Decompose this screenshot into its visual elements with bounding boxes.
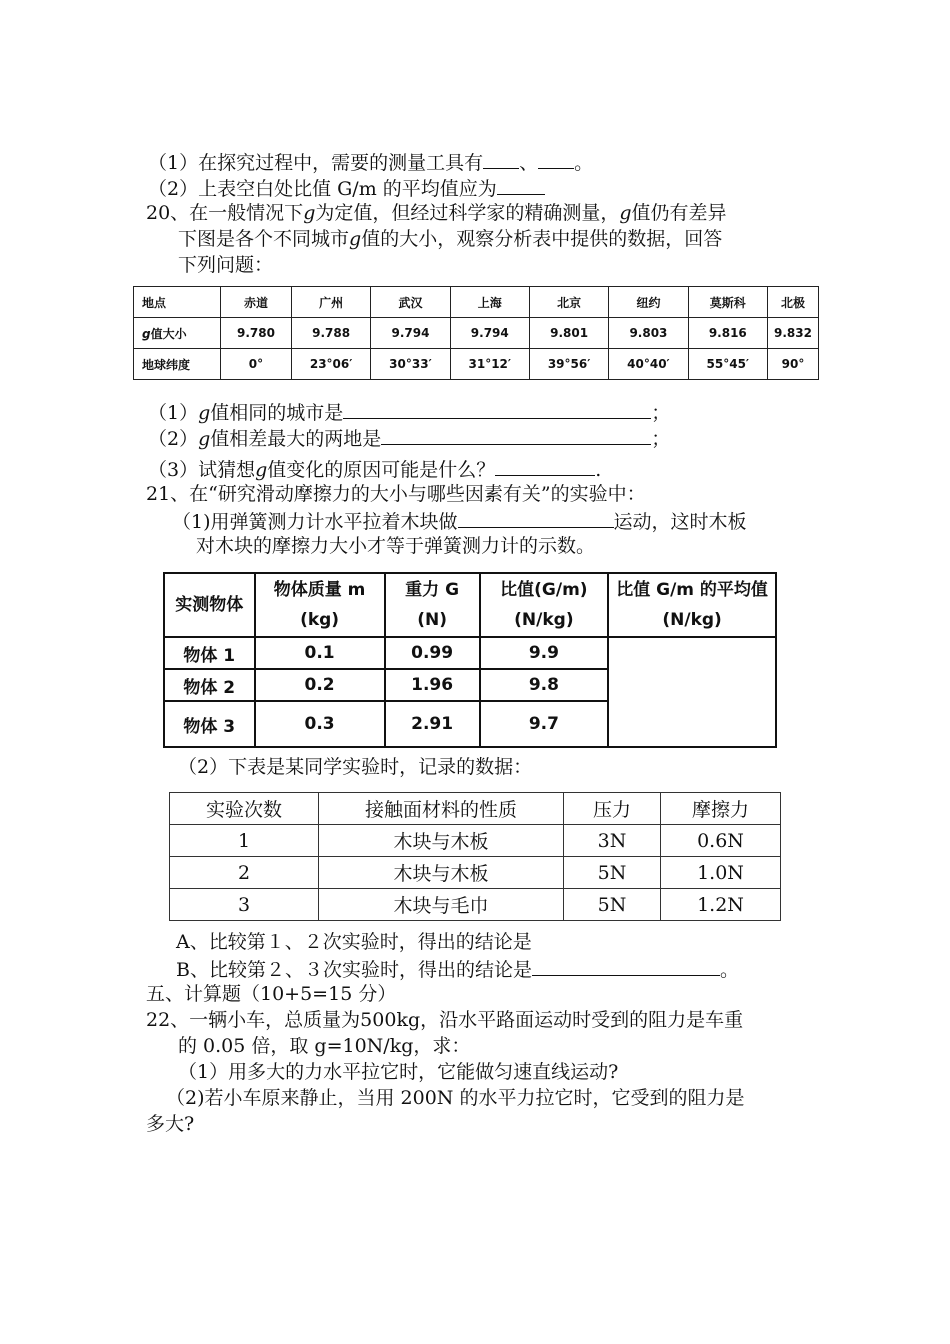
q20-a2b: 值相差最大的两地是 <box>210 428 382 450</box>
q21-scan_table-h3a: 重力 G <box>405 580 460 600</box>
q20-answer1 <box>148 398 670 426</box>
blank-line[interactable] <box>497 174 545 195</box>
q20-table-lat_values-3: 31°12′ <box>450 349 529 380</box>
average-blank-cell[interactable] <box>608 637 776 747</box>
q21-Bend: 。 <box>719 959 739 981</box>
q21-f_table-rows-1-0: 2 <box>170 857 319 889</box>
q21-f_table-rows-2-0: 3 <box>170 889 319 921</box>
q20-line1 <box>146 200 727 226</box>
q20-table-g_values-0: 9.780 <box>221 318 292 349</box>
q20-table-header-4: 上海 <box>450 287 529 318</box>
q20-table-header-6: 纽约 <box>609 287 688 318</box>
table-row <box>134 349 819 380</box>
q21-conclusion-a <box>176 929 532 955</box>
q21-p1c: 对木块的摩擦力大小才等于弹簧测力计的示数。 <box>196 535 596 557</box>
table-row <box>170 825 781 857</box>
q22-line1 <box>146 1007 743 1033</box>
q19-p2-text: （2）上表空白处比值 G/m 的平均值应为 <box>148 178 497 200</box>
table-row <box>164 573 776 637</box>
q19-p1-end: 。 <box>574 152 594 174</box>
q20-a1g: g <box>198 402 211 424</box>
friction-table <box>169 792 781 921</box>
q21-p1a: （1)用弹簧测力计水平拉着木块做 <box>172 511 458 533</box>
q20-table-lat_values-2: 30°33′ <box>371 349 450 380</box>
blank-line[interactable] <box>483 148 519 169</box>
q21-f_table-header-2: 压力 <box>564 793 661 825</box>
q22-line5 <box>146 1111 194 1137</box>
q21-scan_table-rows-1-1: 0.2 <box>255 669 385 701</box>
q20-line2 <box>178 226 722 252</box>
q21-f_table-rows-0-0: 1 <box>170 825 319 857</box>
q20-answer3 <box>148 455 601 483</box>
q21-scan_table-h2a: 物体质量 m <box>273 580 366 600</box>
q21-part1-cont <box>196 533 595 559</box>
blank-line[interactable] <box>343 398 651 419</box>
q21-scan_table-h5b: (N/kg) <box>662 610 722 630</box>
q20-table-header-8: 北极 <box>768 287 819 318</box>
q20-a3b: 值变化的原因可能是什么？ <box>267 459 496 481</box>
q21-scan_table-h4a: 比值(G/m) <box>500 580 588 600</box>
q20-a2g: g <box>198 428 211 450</box>
q19-p1-sep: 、 <box>519 152 539 174</box>
q20-l2b: 值的大小，观察分析表中提供的数据，回答 <box>361 228 723 250</box>
q21-B: B、比较第２、３次实验时，得出的结论是 <box>176 959 532 981</box>
q21-scan_table-rows-0-0: 物体 1 <box>164 637 255 669</box>
q20-line3 <box>178 252 273 278</box>
q20-a1b: 值相同的城市是 <box>210 402 344 424</box>
q20-table-lat_values-0: 0° <box>221 349 292 380</box>
q20-table-g_values-4: 9.801 <box>529 318 608 349</box>
q21-scan_table-rows-2-2: 2.91 <box>385 701 480 747</box>
q19-part1 <box>148 148 593 176</box>
table-row <box>134 287 819 318</box>
q20-l1g2: g <box>619 202 632 224</box>
q20-l2a: 下图是各个不同城市 <box>178 228 350 250</box>
q21-scan_table-rows-1-3: 9.8 <box>480 669 609 701</box>
q22-l2: 的 0.05 倍，取 g=10N/kg，求： <box>178 1035 471 1057</box>
q21-scan_table-rows-0-1: 0.1 <box>255 637 385 669</box>
q21-f_table-rows-0-1: 木块与木板 <box>319 825 564 857</box>
q20-a3a: （3）试猜想 <box>148 459 256 481</box>
q21-A: A、比较第１、２次实验时，得出的结论是 <box>176 931 532 953</box>
q20-table-header-3: 武汉 <box>371 287 450 318</box>
q22-l3: （1）用多大的力水平拉它时，它能做匀速直线运动? <box>178 1061 619 1083</box>
q22-l5: 多大? <box>146 1113 195 1135</box>
table-row <box>170 889 781 921</box>
q21-f_table-rows-1-1: 木块与木板 <box>319 857 564 889</box>
q20-table-header-1: 赤道 <box>221 287 292 318</box>
q20-table-g_values-5: 9.803 <box>609 318 688 349</box>
q20-table-g_row_label: 值大小 <box>150 326 187 341</box>
q20-table-lat_values-5: 40°40′ <box>609 349 688 380</box>
q20-table-lat_values-1: 23°06′ <box>291 349 370 380</box>
q19-part2 <box>148 174 545 202</box>
q20-table-lat_values-7: 90° <box>768 349 819 380</box>
q20-table-g_values-6: 9.816 <box>688 318 767 349</box>
q21-f_table-header-0: 实验次数 <box>170 793 319 825</box>
q21-scan_table-rows-1-2: 1.96 <box>385 669 480 701</box>
q21-p2: （2）下表是某同学实验时，记录的数据： <box>178 756 533 778</box>
q20-table-g_values-3: 9.794 <box>450 318 529 349</box>
q20-l1g: g <box>303 202 316 224</box>
q22-line3 <box>178 1059 618 1085</box>
q21-f_table-header-3: 摩擦力 <box>661 793 781 825</box>
q21-scan_table-rows-0-2: 0.99 <box>385 637 480 669</box>
table-row <box>170 793 781 825</box>
q21-f_table-rows-1-2: 5N <box>564 857 661 889</box>
q21-scan_table-rows-0-3: 9.9 <box>480 637 609 669</box>
q20-l1a: 20、在一般情况下 <box>146 202 304 224</box>
q20-table-header-0: 地点 <box>134 287 221 318</box>
q21-scan_table-h2b: (kg) <box>300 610 340 630</box>
sec5: 五、计算题（10+5=15 分） <box>146 983 397 1005</box>
blank-line[interactable] <box>495 455 595 476</box>
q21-f_table-rows-0-2: 3N <box>564 825 661 857</box>
q20-table-header-2: 广州 <box>291 287 370 318</box>
q20-l2g: g <box>349 228 362 250</box>
blank-line[interactable] <box>532 955 720 976</box>
blank-line[interactable] <box>381 424 651 445</box>
q21-scan_table-h1: 实测物体 <box>164 573 255 637</box>
q21-scan_table-rows-2-3: 9.7 <box>480 701 609 747</box>
q19-p1-text: （1）在探究过程中，需要的测量工具有 <box>148 152 484 174</box>
q20-l1c: 值仍有差异 <box>631 202 727 224</box>
q20-table-g_values-2: 9.794 <box>371 318 450 349</box>
section-title <box>146 981 396 1007</box>
q20-table-g_values-7: 9.832 <box>768 318 819 349</box>
q22-line4 <box>166 1085 744 1111</box>
q21-scan_table-rows-1-0: 物体 2 <box>164 669 255 701</box>
q20-table-lat_values-4: 39°56′ <box>529 349 608 380</box>
q21-f_table-rows-2-2: 5N <box>564 889 661 921</box>
q21-scan_table-rows-2-1: 0.3 <box>255 701 385 747</box>
q20-table-header-5: 北京 <box>529 287 608 318</box>
table-row <box>170 857 781 889</box>
q21-scan_table-h5a: 比值 G/m 的平均值 <box>616 580 768 600</box>
table-row <box>164 637 776 669</box>
q20-a2a: （2） <box>148 428 199 450</box>
q21-scan_table-rows-2-0: 物体 3 <box>164 701 255 747</box>
q21-f_table-rows-1-3: 1.0N <box>661 857 781 889</box>
q21-p1b: 运动，这时木板 <box>613 511 747 533</box>
q20-a3g: g <box>255 459 268 481</box>
q21-part2 <box>178 754 532 780</box>
q20-table-g_values-1: 9.788 <box>291 318 370 349</box>
q20-a1end: ； <box>651 402 671 424</box>
gravity-mass-table <box>163 572 777 748</box>
q21-title: 21、在“研究滑动摩擦力的大小与哪些因素有关”的实验中： <box>146 483 646 505</box>
q21-f_table-rows-2-3: 1.2N <box>661 889 781 921</box>
g-value-table <box>133 286 819 380</box>
q21-f_table-rows-0-3: 0.6N <box>661 825 781 857</box>
q20-table-lat_values-6: 55°45′ <box>688 349 767 380</box>
q20-table-g_row_label_g: g <box>142 326 151 341</box>
q21-scan_table-h4b: (N/kg) <box>514 610 574 630</box>
q22-l1: 22、一辆小车，总质量为500kg，沿水平路面运动时受到的阻力是车重 <box>146 1009 744 1031</box>
q20-table-header-7: 莫斯科 <box>688 287 767 318</box>
blank-line[interactable] <box>538 148 574 169</box>
table-row <box>134 318 819 349</box>
q20-table-lat_label: 地球纬度 <box>134 349 221 380</box>
q21-conclusion-b <box>176 955 739 983</box>
blank-line[interactable] <box>458 507 614 528</box>
q21-f_table-header-1: 接触面材料的性质 <box>319 793 564 825</box>
q20-a3end: . <box>595 459 602 481</box>
q20-a2end: ； <box>651 428 671 450</box>
q20-a1a: （1） <box>148 402 199 424</box>
q22-line2 <box>178 1033 470 1059</box>
q21-title <box>146 481 646 507</box>
q21-f_table-rows-2-1: 木块与毛巾 <box>319 889 564 921</box>
q21-scan_table-h3b: (N) <box>417 610 447 630</box>
q22-l4: （2)若小车原来静止，当用 200N 的水平力拉它时，它受到的阻力是 <box>166 1087 745 1109</box>
q20-answer2 <box>148 424 670 452</box>
q20-l3: 下列问题： <box>178 254 274 276</box>
q20-l1b: 为定值，但经过科学家的精确测量， <box>315 202 620 224</box>
q21-part1 <box>172 507 747 535</box>
